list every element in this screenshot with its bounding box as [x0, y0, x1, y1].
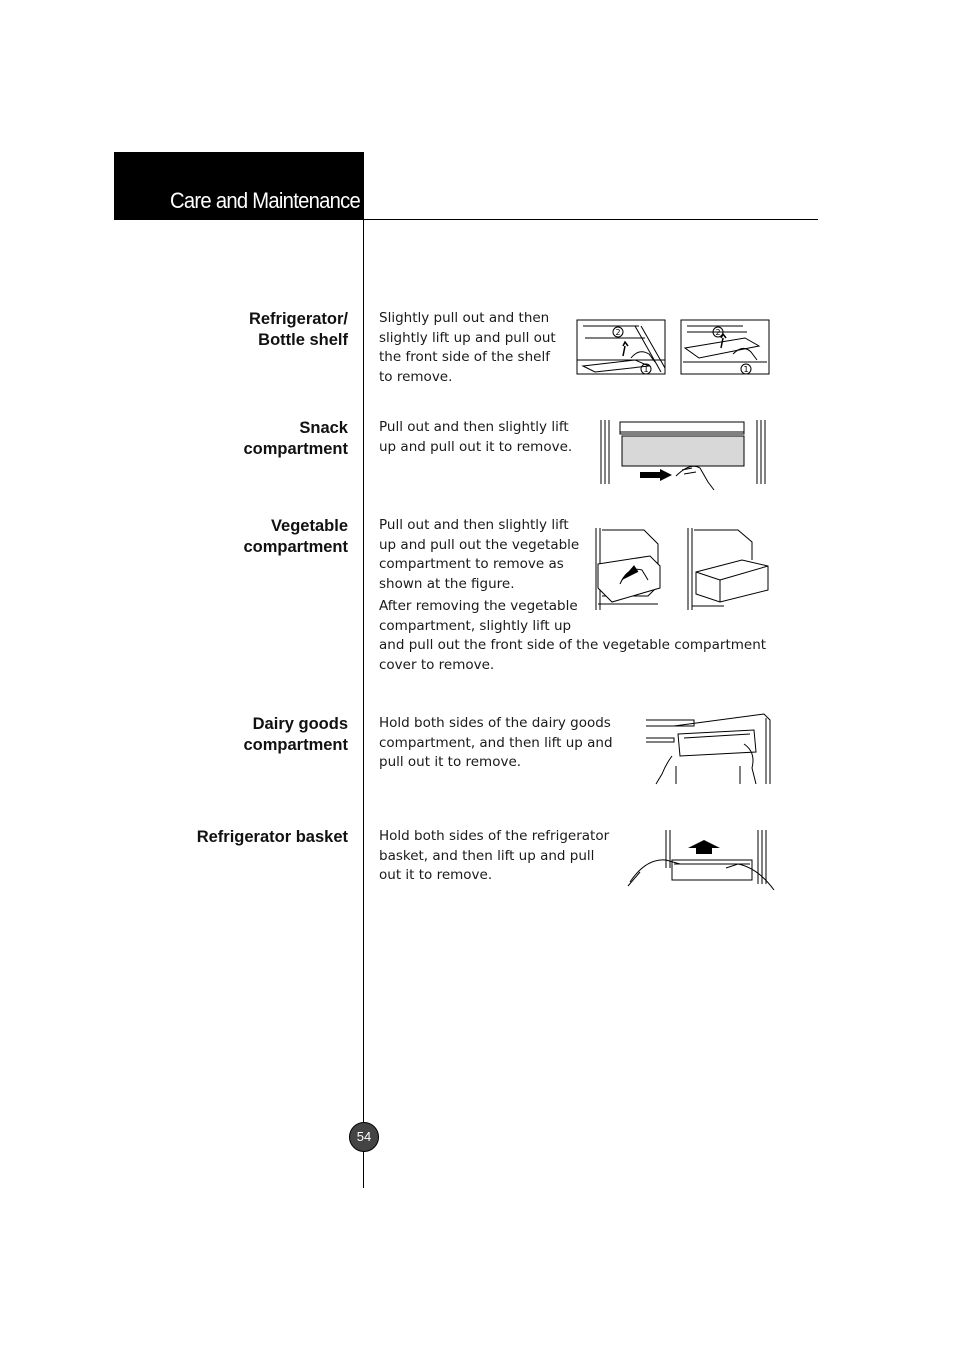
page-title: Care and Maintenance	[170, 188, 361, 213]
label-line: Vegetable	[270, 517, 348, 535]
section-label-snack-compartment	[243, 418, 348, 460]
label-line: compartment	[243, 736, 348, 754]
section-text-refrigerator-basket	[379, 827, 609, 886]
text-line: compartment, and then lift up and	[379, 734, 613, 751]
text-line: Hold both sides of the dairy goods	[379, 715, 611, 731]
text-line: Pull out and then slightly lift	[379, 419, 569, 435]
section-text-bottle-shelf	[379, 309, 556, 387]
text-line: up and pull out it to remove.	[379, 438, 573, 455]
section-label-vegetable-compartment	[243, 516, 348, 558]
section-text-dairy-goods-compartment	[379, 714, 613, 773]
text-line: basket, and then lift up and pull	[379, 847, 595, 864]
vertical-divider	[363, 220, 364, 1188]
text-line: and pull out the front side of the vegetable compartment	[379, 637, 767, 653]
text-line: the front side of the shelf	[379, 349, 550, 365]
text-line: Hold both sides of the refrigerator	[379, 828, 610, 844]
page-number-badge: 54	[349, 1122, 379, 1152]
text-line: Pull out and then slightly lift	[379, 517, 569, 533]
label-line: Bottle shelf	[258, 331, 348, 349]
label-line: Refrigerator basket	[196, 828, 348, 846]
text-line: After removing the vegetable	[379, 598, 578, 614]
dairy-goods-compartment-illustration	[644, 712, 772, 788]
text-line: slightly lift up and pull out	[379, 329, 556, 346]
text-line: pull out it to remove.	[379, 754, 522, 770]
text-line: to remove.	[379, 368, 453, 385]
text-line: compartment to remove as	[379, 556, 564, 572]
snack-compartment-illustration	[598, 418, 768, 492]
text-line: compartment, slightly lift up	[379, 617, 572, 634]
section-label-dairy-goods-compartment	[243, 714, 348, 756]
text-line: Slightly pull out and then	[379, 310, 550, 326]
step-mark: 1	[643, 365, 649, 374]
vegetable-compartment-illustration	[592, 526, 772, 614]
text-line: out it to remove.	[379, 867, 493, 883]
bottle-shelf-illustration	[575, 318, 771, 376]
step-mark: 1	[743, 365, 749, 374]
text-line: shown at the figure.	[379, 575, 515, 592]
label-line: compartment	[243, 440, 348, 458]
text-line: cover to remove.	[379, 656, 495, 673]
section-label-refrigerator-basket	[197, 827, 348, 848]
label-line: Snack	[299, 419, 348, 437]
step-mark: 2	[615, 328, 621, 337]
section-label-bottle-shelf	[249, 309, 348, 351]
refrigerator-basket-illustration	[626, 828, 778, 894]
section-text-snack-compartment	[379, 418, 572, 457]
label-line: Dairy goods	[252, 715, 348, 733]
label-line: compartment	[243, 538, 348, 556]
text-line: up and pull out the vegetable	[379, 536, 580, 553]
header-rule	[364, 219, 818, 220]
label-line: Refrigerator/	[248, 310, 348, 328]
step-mark: 2	[715, 328, 721, 337]
